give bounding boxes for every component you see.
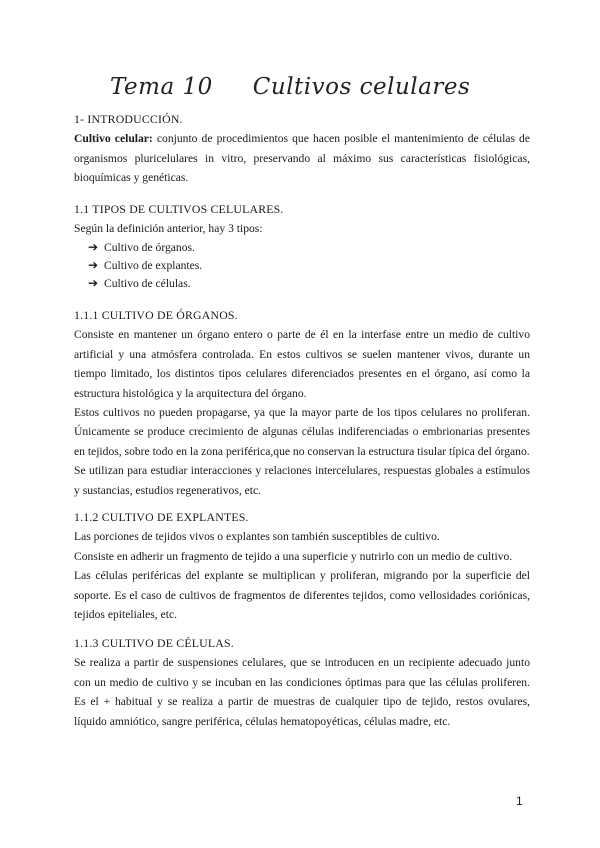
list-item: ➔ Cultivo de células. — [88, 275, 530, 293]
types-section — [74, 200, 530, 293]
celulas-section — [74, 634, 530, 731]
title-topic: Cultivos celulares — [252, 74, 471, 100]
intro-term: Cultivo celular: — [74, 132, 153, 146]
celulas-paragraph: Se realiza a partir de suspensiones celulares, que se introducen en un recipiente adecuado junto con un medio de cultivo y se incuban en las condiciones óptimas para que las células proliferen. Es el + habitual y se realiza a partir de muestras de cualquier tipo de tejido, restos ovulares, líquido amniótico, sangre periférica, células hematopoyéticas, células madre, etc. — [74, 656, 530, 728]
explantes-paragraph: Consiste en adherir un fragmento de tejido a una superficie y nutrirlo con un medio de cultivo. — [74, 549, 513, 563]
arrow-right-icon: ➔ — [88, 240, 99, 255]
organos-heading: 1.1.1 CULTIVO DE ÓRGANOS. — [74, 308, 238, 322]
organos-paragraph: Se utilizan para estudiar interacciones y relaciones intercelulares, respuestas globales a estímulos y sustancias, estudios regenerativos, etc. — [74, 464, 530, 497]
organos-paragraph: Estos cultivos no pueden propagarse, ya que la mayor parte de los tipos celulares no proliferan. Únicamente se produce crecimiento de algunas células indiferenciadas o embrionarias presentes en tejidos, sobre todo en la zona periférica,que no conservan la estructura tisular típica del órgano. — [74, 406, 530, 458]
explantes-paragraph: Las porciones de tejidos vivos o explantes son también susceptibles de cultivo. — [74, 530, 440, 544]
page-number: 1 — [516, 794, 523, 808]
intro-paragraph — [74, 129, 530, 187]
list-item: ➔ Cultivo de órganos. — [88, 239, 530, 257]
list-item: ➔ Cultivo de explantes. — [88, 257, 530, 275]
arrow-right-icon: ➔ — [88, 276, 99, 291]
types-list — [74, 239, 530, 293]
arrow-right-icon: ➔ — [88, 258, 99, 273]
types-heading: 1.1 TIPOS DE CULTIVOS CELULARES. — [74, 202, 284, 216]
page-title — [110, 74, 471, 100]
celulas-heading: 1.1.3 CULTIVO DE CÉLULAS. — [74, 636, 234, 650]
explantes-heading: 1.1.2 CULTIVO DE EXPLANTES. — [74, 510, 249, 524]
organos-section — [74, 306, 530, 500]
intro-definition: conjunto de procedimientos que hacen posible el mantenimiento de células de organismos pluricelulares in vitro, preservando al máximo sus características fisiológicas, bioquímicas y genéticas. — [74, 132, 530, 185]
explantes-paragraph: Las células periféricas del explante se multiplican y proliferan, migrando por la superficie del soporte. Es el caso de cultivos de fragmentos de diferentes tejidos, como vellosidades coriónicas, tejidos epiteliales, etc. — [74, 569, 530, 622]
intro-heading: 1- INTRODUCCIÓN. — [74, 112, 183, 126]
intro-section — [74, 110, 530, 188]
title-tema: Tema 10 — [110, 74, 213, 100]
types-lead: Según la definición anterior, hay 3 tipos: — [74, 222, 263, 236]
explantes-section — [74, 508, 530, 624]
organos-paragraph: Consiste en mantener un órgano entero o parte de él en la interfase entre un medio de cultivo artificial y una atmósfera controlada. En estos cultivos se suelen mantener vivos, durante un tiempo limitado, los distintos tipos celulares diferenciados presentes en el órgano, así como la estructura histológica y la arquitectura del órgano. — [74, 328, 530, 400]
